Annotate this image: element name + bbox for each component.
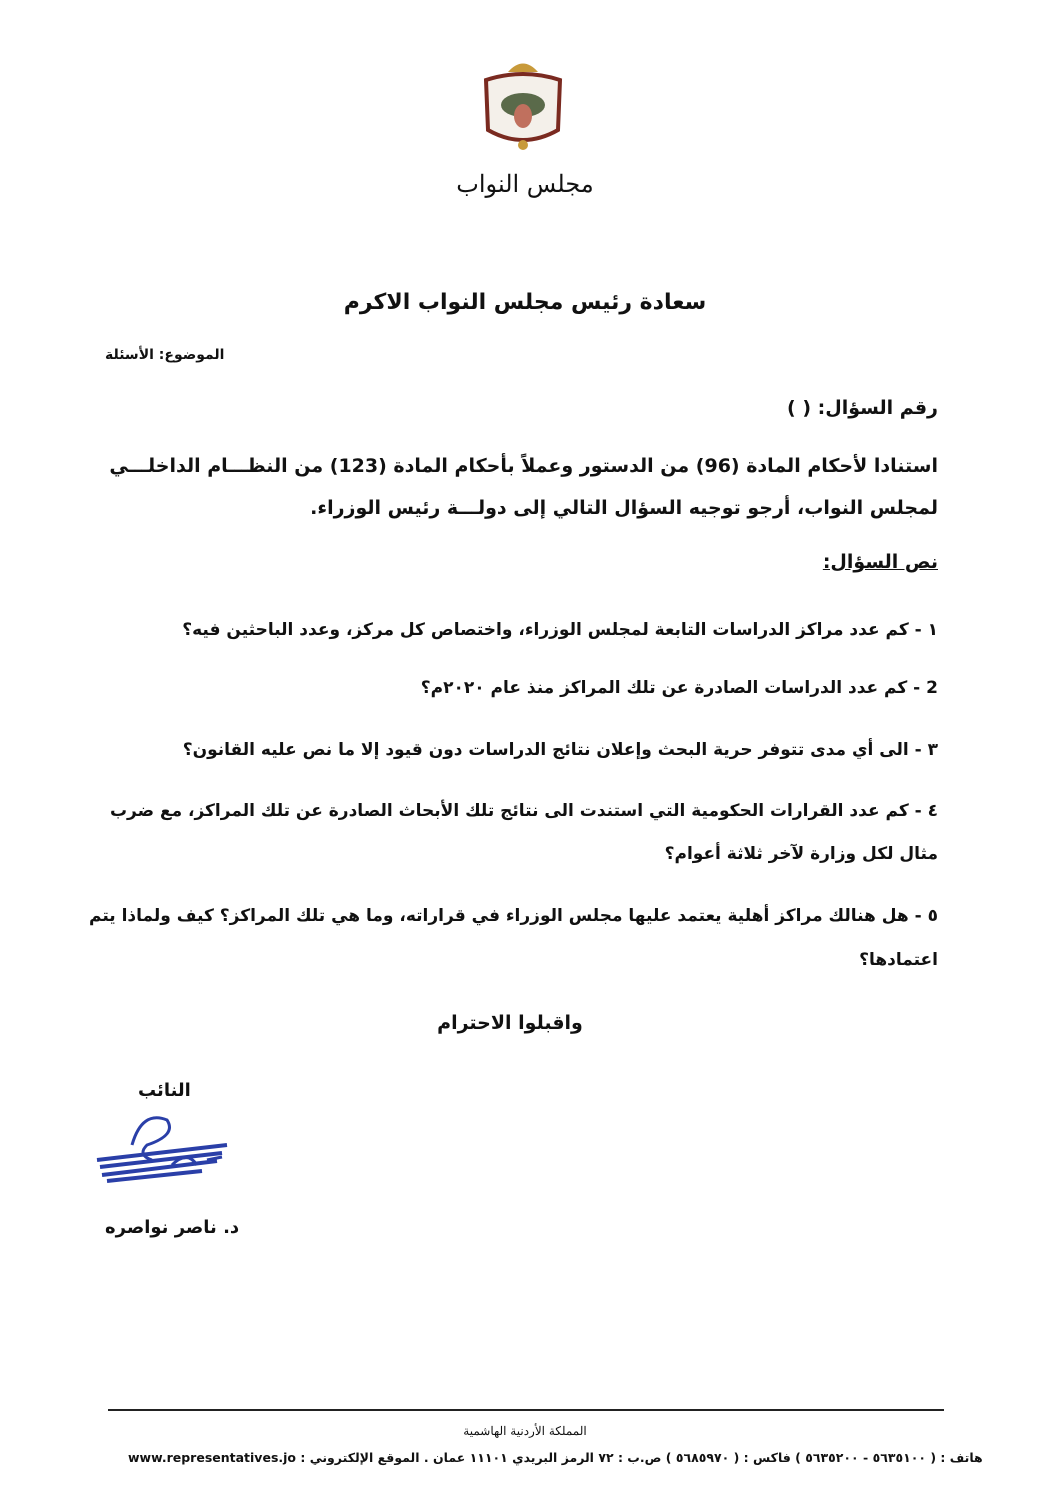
question-3: ٣ - الى أي مدى تتوفر حرية البحث وإعلان نتائج الدراسات دون قيود إلا ما نص عليه القانون؟ <box>182 740 938 760</box>
handwritten-signature <box>92 1105 232 1195</box>
council-name-logo: مجلس النواب <box>456 170 594 198</box>
question-5-line-2: اعتمادها؟ <box>859 950 938 970</box>
footer-contacts: هاتف : ( ٥٦٣٥١٠٠ - ٥٦٣٥٢٠٠ ) فاكس : ( ٥٦٨٥٩٧٠ ) ص.ب : ٧٢ الرمز البريدي ١١١٠١ عمان . الموقع الإلكتروني : www.representatives.jo <box>128 1450 983 1465</box>
question-number: رقم السؤال: ( ) <box>787 397 938 419</box>
intro-line-1: استنادا لأحكام المادة (96) من الدستور وعملاً بأحكام المادة (123) من النظـــام الداخلـــي <box>109 455 938 477</box>
question-1: ١ - كم عدد مراكز الدراسات التابعة لمجلس الوزراء، واختصاص كل مركز، وعدد الباحثين فيه؟ <box>182 620 938 640</box>
question-2: 2 - كم عدد الدراسات الصادرة عن تلك المراكز منذ عام ٢٠٢٠م؟ <box>420 678 938 698</box>
question-4-line-2: مثال لكل وزارة لآخر ثلاثة أعوام؟ <box>664 844 938 864</box>
signatory-role: النائب <box>138 1080 191 1101</box>
subject-line: الموضوع: الأسئلة <box>105 347 225 363</box>
questions-heading: نص السؤال: <box>822 551 938 573</box>
signatory-name: د. ناصر نواصره <box>105 1217 240 1238</box>
intro-line-2: لمجلس النواب، أرجو توجيه السؤال التالي إلى دولـــة رئيس الوزراء. <box>310 497 938 519</box>
question-4-line-1: ٤ - كم عدد القرارات الحكومية التي استندت الى نتائج تلك الأبحاث الصادرة عن تلك المراكز، مع ضرب <box>109 801 938 821</box>
footer-divider <box>108 1409 944 1411</box>
question-5-line-1: ٥ - هل هنالك مراكز أهلية يعتمد عليها مجلس الوزراء في قراراته، وما هي تلك المراكز؟ كيف ولماذا يتم <box>89 906 938 926</box>
closing-line: واقبلوا الاحترام <box>437 1012 583 1034</box>
footer-kingdom-name: المملكة الأردنية الهاشمية <box>463 1424 587 1438</box>
addressee-title: سعادة رئيس مجلس النواب الاكرم <box>343 290 707 315</box>
coat-of-arms-emblem <box>478 50 568 160</box>
